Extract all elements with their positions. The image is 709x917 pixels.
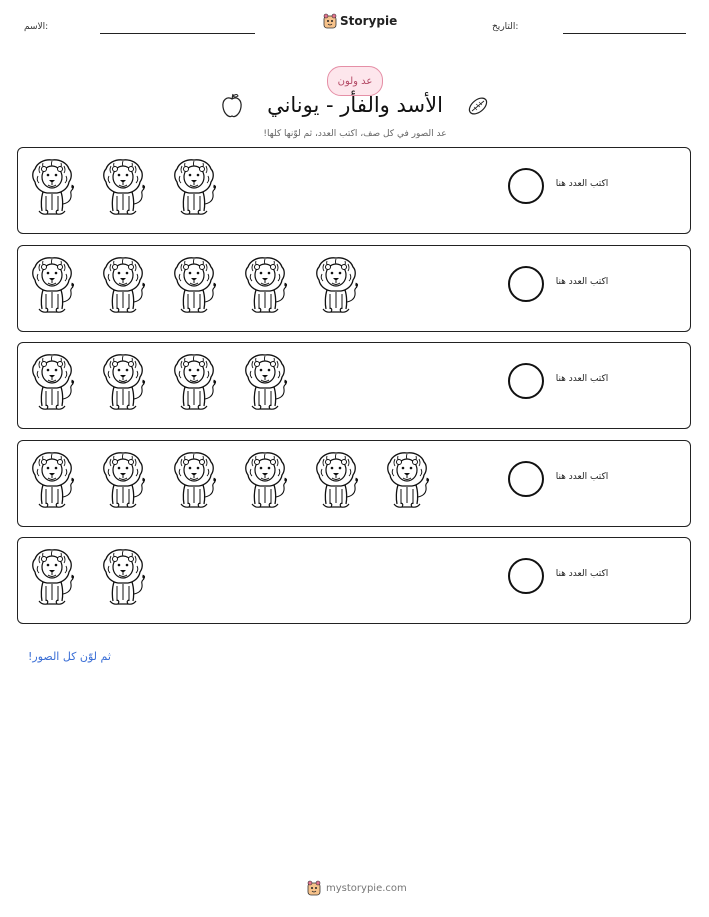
lion-icon [313, 256, 359, 316]
lion-icon [29, 256, 75, 316]
lion-icon [100, 353, 146, 413]
answer-label: اكتب العدد هنا [555, 472, 609, 482]
lion-icon [242, 451, 288, 511]
name-line[interactable] [100, 33, 255, 34]
date-label: التاريخ: [492, 22, 519, 32]
lion-icon [384, 451, 430, 511]
count-row [17, 245, 691, 332]
lion-icon [242, 256, 288, 316]
answer-circle[interactable] [508, 558, 544, 594]
storypie-logo-icon [307, 880, 321, 896]
lion-icon [100, 256, 146, 316]
count-row [17, 342, 691, 429]
brand-name: Storypie [340, 14, 398, 28]
lion-icon [29, 451, 75, 511]
lion-icon [100, 548, 146, 608]
count-row [17, 537, 691, 624]
lion-icon [242, 353, 288, 413]
answer-circle[interactable] [508, 168, 544, 204]
answer-label: اكتب العدد هنا [555, 179, 609, 189]
lion-icon [171, 353, 217, 413]
lion-icon [100, 158, 146, 218]
answer-label: اكتب العدد هنا [555, 569, 609, 579]
lion-icon [100, 451, 146, 511]
lion-icon [29, 158, 75, 218]
name-label: الاسم: [24, 22, 49, 32]
date-line[interactable] [563, 33, 686, 34]
answer-circle[interactable] [508, 363, 544, 399]
page-title: الأسد والفأر - يوناني [267, 93, 443, 117]
instructions: عد الصور في كل صف، اكتب العدد، ثم لوّنها كلها! [263, 129, 447, 139]
site-footer [307, 880, 407, 896]
lion-icon [171, 256, 217, 316]
lion-icon [171, 158, 217, 218]
count-row [17, 147, 691, 234]
answer-circle[interactable] [508, 266, 544, 302]
site-url: mystorypie.com [326, 882, 407, 894]
storypie-logo-icon [323, 13, 337, 29]
brand [323, 13, 397, 29]
apple-icon [220, 92, 244, 120]
seed-icon [466, 94, 490, 118]
footer-note: ثم لوّن كل الصور! [28, 650, 111, 663]
lion-icon [313, 451, 359, 511]
answer-label: اكتب العدد هنا [555, 277, 609, 287]
lion-icon [29, 548, 75, 608]
lion-icon [171, 451, 217, 511]
activity-badge: عد ولون [327, 66, 383, 96]
count-row [17, 440, 691, 527]
answer-circle[interactable] [508, 461, 544, 497]
answer-label: اكتب العدد هنا [555, 374, 609, 384]
lion-icon [29, 353, 75, 413]
